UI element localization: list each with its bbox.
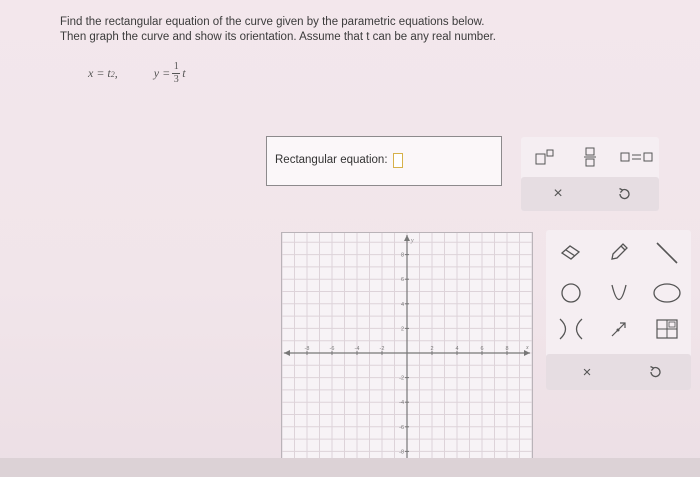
x-equation-comma: , [114,66,118,80]
times-icon: × [582,363,592,381]
fraction-icon [583,146,597,168]
graph-undo-button[interactable] [640,360,670,384]
x-equation [88,66,118,81]
undo-button[interactable] [609,183,639,205]
x-tick-label: -2 [379,346,385,352]
answer-box [266,136,502,186]
pencil-icon [608,241,630,263]
x-tick-label: -6 [329,346,335,352]
problem-statement [60,15,496,45]
problem-line-1: Find the rectangular equation of the curve given by the parametric equations below. [60,16,485,28]
y-tick-label: -2 [399,375,404,382]
x-tick-label: -8 [304,346,310,352]
times-icon: × [553,185,563,202]
y-tick-label: 6 [400,277,404,284]
y-tick-label: -4 [399,400,404,407]
y-tick-label: 4 [400,301,404,308]
parabola-button[interactable] [604,278,634,308]
y-tick-label: -8 [399,449,404,456]
graphing-tools [546,230,691,390]
x-axis-label: x [526,345,529,351]
parabola-icon [608,282,630,304]
x-tick-label: 8 [505,346,509,352]
line-segment-icon [653,239,681,267]
hyperbola-button[interactable] [556,314,586,344]
x-tick-label: 4 [455,346,459,352]
problem-line-2: Then graph the curve and show its orientation. Assume that t can be any real number. [60,31,496,43]
graph-canvas[interactable] [281,232,533,464]
undo-icon [617,187,631,201]
rectangular-equation-label: Rectangular equation: [275,154,388,166]
line-button[interactable] [650,238,684,268]
fraction-denominator: 3 [173,74,179,85]
rectangular-equation-input[interactable] [393,153,403,168]
arrow-ray-icon [608,318,630,340]
ellipse-icon [652,282,682,304]
x-tick-label: -4 [354,346,360,352]
ellipse-button[interactable] [650,278,684,308]
eraser-icon [559,243,583,261]
equals-button[interactable] [619,145,655,169]
y-equation-lhs: y = [153,66,171,80]
math-palette [521,137,659,211]
superscript-button[interactable] [531,145,559,169]
x-tick-label: 2 [430,346,434,352]
y-tick-label: 8 [400,252,404,259]
table-tool-button[interactable] [650,314,684,344]
pencil-button[interactable] [604,238,634,266]
y-equation-variable: t [182,66,186,80]
bottom-bar [0,458,700,477]
y-equation [154,62,186,85]
circle-icon [560,282,582,304]
undo-icon [648,365,662,379]
hyperbola-icon [558,317,584,341]
superscript-icon [534,148,556,166]
equals-template-icon [620,150,654,164]
graph-clear-button[interactable] [572,360,602,384]
circle-button[interactable] [556,278,586,308]
coordinate-grid[interactable] [282,233,532,463]
parametric-equations [88,62,186,85]
fraction-numerator: 1 [173,61,179,72]
grid-table-icon [655,318,679,340]
y-axis-label: y [411,238,414,244]
x-equation-exponent: 2 [110,70,115,79]
clear-button[interactable] [543,183,573,205]
y-tick-label: 2 [400,326,404,333]
x-equation-lhs: x = t [88,66,111,80]
x-tick-label: 6 [480,346,484,352]
y-tick-label: -6 [399,424,404,431]
ray-button[interactable] [604,314,634,344]
fraction-button[interactable] [578,143,602,171]
fraction-one-third [172,62,180,85]
eraser-button[interactable] [556,238,586,266]
